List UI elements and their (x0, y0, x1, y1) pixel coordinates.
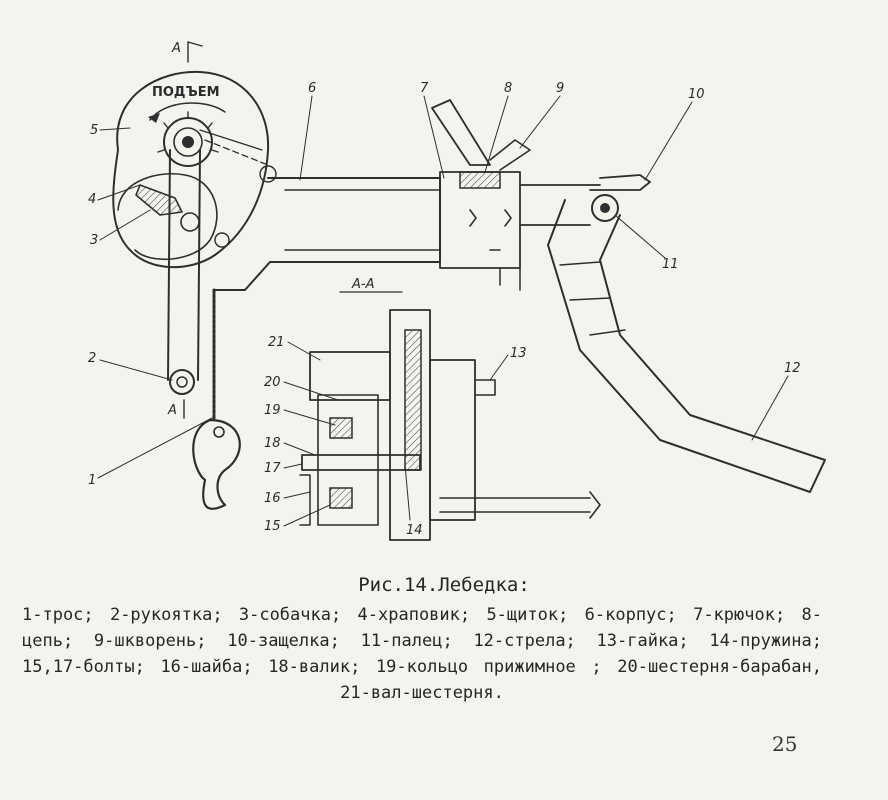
part-label: 7 (420, 81, 429, 96)
part-label: 10 (688, 87, 705, 102)
section-view (300, 310, 600, 540)
part-label: 6 (308, 81, 317, 96)
figure-caption-title: Рис.14.Лебедка: (358, 574, 530, 596)
lift-label: ПОДЪЕМ (152, 85, 220, 100)
part-label: 14 (406, 523, 423, 538)
part-label: 19 (264, 403, 281, 418)
winch-side-view (113, 42, 825, 509)
part-label: 8 (504, 81, 513, 96)
part-labels (88, 81, 801, 538)
part-label: 16 (264, 491, 281, 506)
part-label: 2 (88, 351, 97, 366)
part-label: 1 (88, 473, 97, 488)
part-label: 17 (264, 461, 281, 476)
figure-caption-text: 1-трос; 2-рукоятка; 3-собачка; 4-храповик; 5-щиток; 6-корпус; 7-крючок; 8-цепь; 9-шкворень; 10-защелка; 11-палец; 12-стрела; 13-гайка; 14-пружина; 15,17-болты; 16-шайба; 18-валик; 19-кольцо прижимное ; 20-шестерня-барабан, 21-вал-шестерня. (22, 605, 822, 703)
part-label: 5 (90, 123, 99, 138)
part-label: 12 (784, 361, 801, 376)
part-label: 4 (88, 192, 97, 207)
part-label: 18 (264, 436, 281, 451)
section-mark-bottom: А (168, 403, 177, 418)
part-label: 20 (264, 375, 281, 390)
part-label: 15 (264, 519, 281, 534)
section-mark-top: А (172, 41, 181, 56)
part-label: 13 (510, 346, 527, 361)
part-label: 3 (90, 233, 99, 248)
section-label: А-А (352, 277, 375, 292)
part-label: 11 (662, 257, 679, 272)
page-number: 25 (772, 732, 798, 756)
part-label: 9 (556, 81, 565, 96)
part-label: 21 (268, 335, 285, 350)
